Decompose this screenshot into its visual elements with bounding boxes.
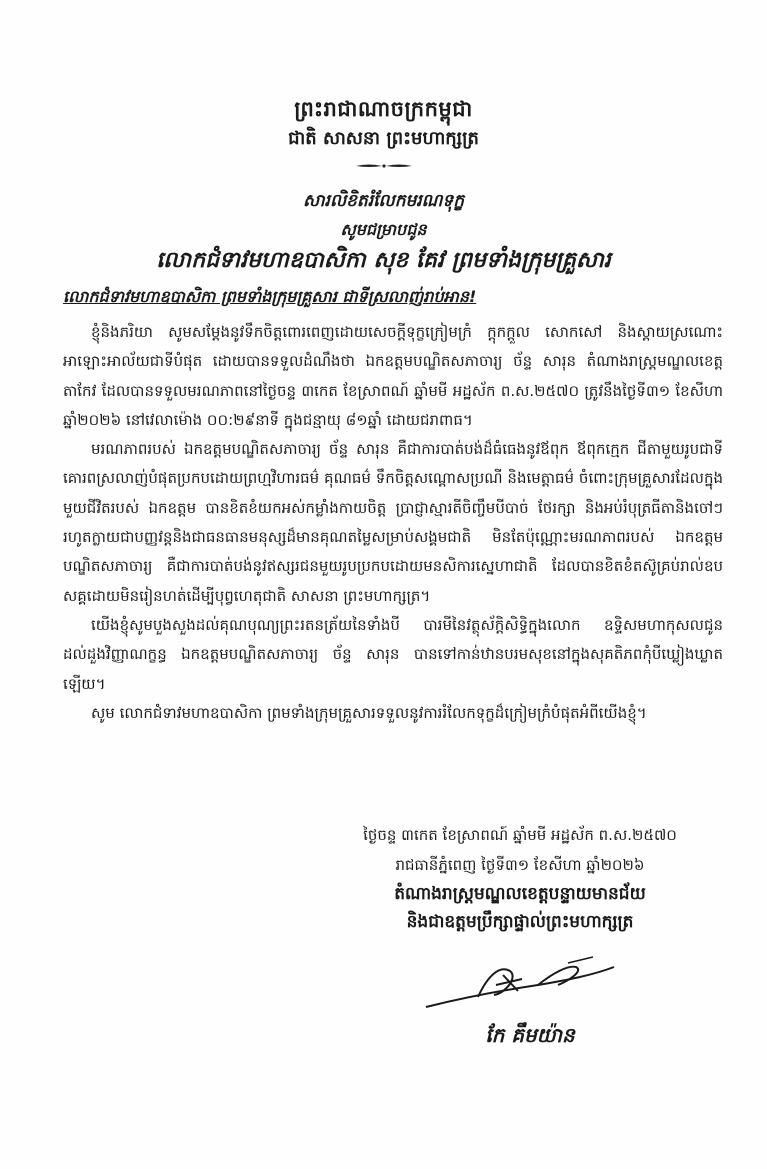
recipient-heading: លោកជំទាវមហាឧបាសិកា សុខ គែវ ព្រមទាំងក្រុមគ្រួសារ: [156, 248, 611, 273]
national-motto: ជាតិ សាសនា ព្រះមហាក្សត្រ: [288, 128, 479, 149]
kingdom-heading: ព្រះរាជាណាចក្រកម្ពុជា: [294, 96, 473, 121]
signature-block: [300, 820, 740, 936]
letter-subtitle: សូមជម្រាបជូន: [340, 220, 427, 239]
ornament-divider-icon: [354, 161, 414, 171]
letter-title: សារលិខិតរំលែកមរណទុក្ខ: [302, 191, 465, 211]
handwritten-signature-icon: [418, 945, 618, 1030]
lunar-date: ថ្ងៃចន្ទ ៣កេត ខែស្រាពណ៍ ឆ្នាំមមី អដ្ឋស័ក ព.ស.២៥៧០: [363, 826, 677, 844]
solar-date: រាជធានីភ្នំពេញ ថ្ងៃទី៣១ ខែសីហា ឆ្នាំ២០២៦: [395, 856, 645, 874]
body-paragraph: សូម លោកជំទាវមហាឧបាសិកា ព្រមទាំងក្រុមគ្រួសារទទួលនូវការរំលែកទុក្ខដ៏ក្រៀមក្រំបំផុតអំពីយើងខ្ញុំ។: [91, 703, 647, 722]
body-paragraph: មរណភាពរបស់ ឯកឧត្តមបណ្ឌិតសភាចារ្យ ច័ន្ទ សារុន គឺជាការបាត់បង់ដ៏ធំធេងនូវឪពុក ឪពុកក្មេក ជីតាមួយរូបជាទីគោរពស្រលាញ់បំផុតប្រកបដោយព្រហ្មវិហារធម៌ គុណធម៌ ទឹកចិត្តសណ្តោសប្រណី និងមេត្តាធម៌ ចំពោះក្រុមគ្រួសារដែលក្នុងមួយជីវិតរបស់ ឯកឧត្តម បានខិតខំយកអស់កម្លាំងកាយចិត្ត ប្រាជ្ញាស្មារតីចិញ្ចឹមបីបាច់ ថែរក្សា និងអប់រំបុត្រធីតានិងចៅៗរហូតក្លាយជាបញ្ញវន្តនិងជាធនធានមនុស្សដ៏មានគុណតម្លៃសម្រាប់សង្គមជាតិ មិនតែប៉ុណ្ណោះមរណភាពរបស់ ឯកឧត្តមបណ្ឌិតសភាចារ្យ គឺជាការបាត់បង់នូវឥស្សរជនមួយរូបប្រកបដោយមនសិការស្នេហាជាតិ ដែលបានខិតខំតស៊ូគ្រប់រាល់ឧបសគ្គដោយមិនរៀនហត់ដើម្បីបុព្វហេតុជាតិ សាសនា ព្រះមហាក្សត្រ។: [63, 440, 723, 605]
signer-title-line1: តំណាងរាស្ត្រមណ្ឌលខេត្តបន្ទាយមានជ័យ: [394, 884, 646, 904]
signer-title-line2: និងជាឧត្តមប្រឹក្សាផ្ទាល់ព្រះមហាក្សត្រ: [406, 912, 634, 932]
signer-name: កែ គឹមយ៉ាន: [485, 1023, 575, 1047]
body-paragraph: យើងខ្ញុំសូមបួងសួងដល់គុណបុណ្យព្រះរតនត្រ័យនៃទាំងបី បារមីនៃវត្ថុស័ក្តិសិទ្ធិក្នុងលោក ឧទ្ទិសមហាកុសលជូនដល់ដួងវិញ្ញាណក្ខន្ធ ឯកឧត្តមបណ្ឌិតសភាចារ្យ ច័ន្ទ សារុន បានទៅកាន់ឋានបរមសុខនៅក្នុងសុគតិភពកុំបីឃ្លៀងឃ្លាតឡើយ។: [63, 615, 723, 693]
body-paragraph: ខ្ញុំនិងភរិយា សូមសម្តែងនូវទឹកចិត្តពោរពេញដោយសេចក្តីទុក្ខក្រៀមក្រំ ក្តុកក្តួល សោកសៅ និងស្តាយស្រណោះអាឡោះអាល័យជាទីបំផុត ដោយបានទទួលដំណឹងថា ឯកឧត្តមបណ្ឌិតសភាចារ្យ ច័ន្ទ សារុន តំណាងរាស្ត្រមណ្ឌលខេត្តតាកែវ ដែលបានទទួលមរណភាពនៅថ្ងៃចន្ទ ៣កេត ខែស្រាពណ៍ ឆ្នាំមមី អដ្ឋស័ក ព.ស.២៥៧០ ត្រូវនឹងថ្ងៃទី៣១ ខែសីហា ឆ្នាំ២០២៦ នៅវេលាម៉ោង ០០:២៩នាទី ក្នុងជន្មាយុ ៨១ឆ្នាំ ដោយជរាពាធ។: [63, 323, 723, 429]
salutation: លោកជំទាវមហាឧបាសិកា ព្រមទាំងក្រុមគ្រួសារ ជាទីស្រលាញ់រាប់អាន!: [63, 287, 477, 306]
letter-body: [63, 318, 723, 728]
